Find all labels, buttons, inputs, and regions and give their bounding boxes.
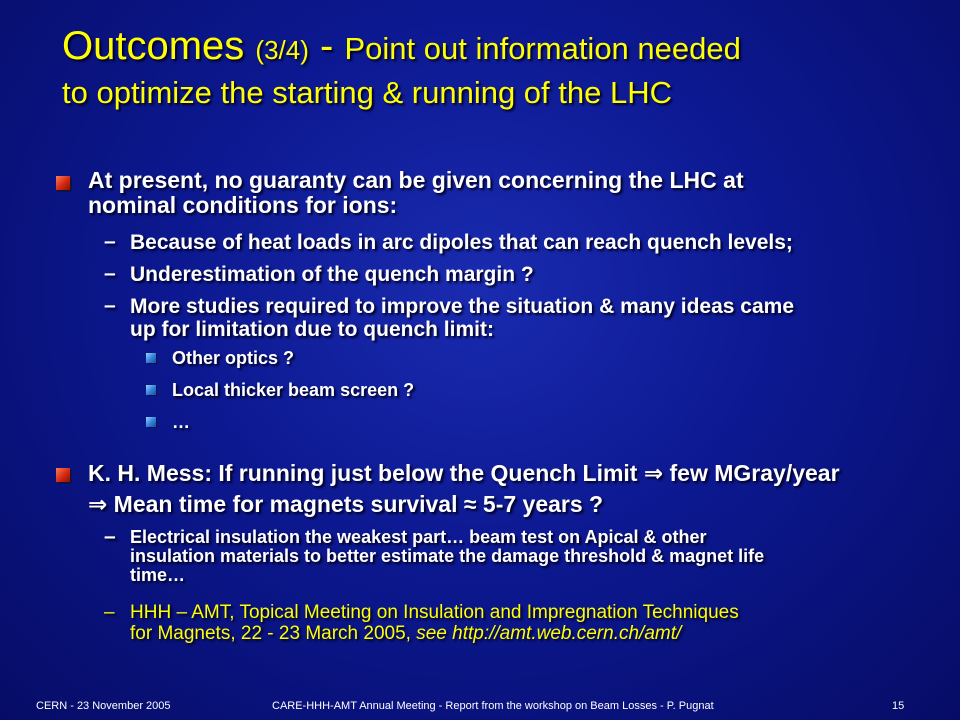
dash-marker: – [104,294,116,317]
footer-date: CERN - 23 November 2005 [36,700,171,712]
sub-bullet-more-studies-line-2: up for limitation due to quench limit: [130,318,494,341]
sub-bullet-meeting-line-1: HHH – AMT, Topical Meeting on Insulation and Impregnation Techniques [130,602,739,623]
third-level-item-ellipsis: … [172,412,190,432]
small-square-bullet-icon [146,385,156,395]
meeting-link-text: see http://amt.web.cern.ch/amt/ [416,623,682,644]
sub-bullet-insulation-line-1: Electrical insulation the weakest part… beam test on Apical & other [130,527,707,547]
meeting-date-text: for Magnets, 22 - 23 March 2005, [130,623,417,644]
sub-bullet-more-studies-line-1: More studies required to improve the situation & many ideas came [130,295,795,318]
dash-marker: – [104,262,116,285]
sub-bullet-quench-margin: Underestimation of the quench margin ? [130,263,534,286]
title-separator: - [320,24,334,68]
dash-marker: – [104,230,116,253]
dash-marker: – [104,525,116,548]
bullet-2-line-2: ⇒ Mean time for magnets survival ≈ 5-7 years ? [88,491,604,517]
sub-bullet-insulation-line-3: time… [130,565,186,585]
title-line-2: to optimize the starting & running of the LHC [62,75,672,110]
title-main: Outcomes [62,24,245,68]
square-bullet-icon [56,176,70,190]
slide-title [62,22,942,112]
title-line-1 [62,22,942,74]
dash-marker: – [104,602,115,623]
footer-meeting: CARE-HHH-AMT Annual Meeting - Report from the workshop on Beam Losses - P. Pugnat [272,700,714,712]
small-square-bullet-icon [146,417,156,427]
title-subject: Point out information needed [344,31,741,66]
title-part: (3/4) [255,35,309,65]
bullet-2-line-1: K. H. Mess: If running just below the Quench Limit ⇒ few MGray/year [88,460,840,486]
square-bullet-icon [56,468,70,482]
third-level-item-optics: Other optics ? [172,348,295,368]
bullet-1-line-1: At present, no guaranty can be given concerning the LHC at [88,167,744,193]
sub-bullet-insulation-line-2: insulation materials to better estimate the damage threshold & magnet life [130,546,765,566]
sub-bullet-heat-loads: Because of heat loads in arc dipoles that can reach quench levels; [130,231,793,254]
small-square-bullet-icon [146,353,156,363]
third-level-item-beam-screen: Local thicker beam screen ? [172,380,415,400]
sub-bullet-meeting-line-2 [130,624,681,644]
slide-number: 15 [892,700,905,712]
bullet-1-line-2: nominal conditions for ions: [88,192,398,218]
